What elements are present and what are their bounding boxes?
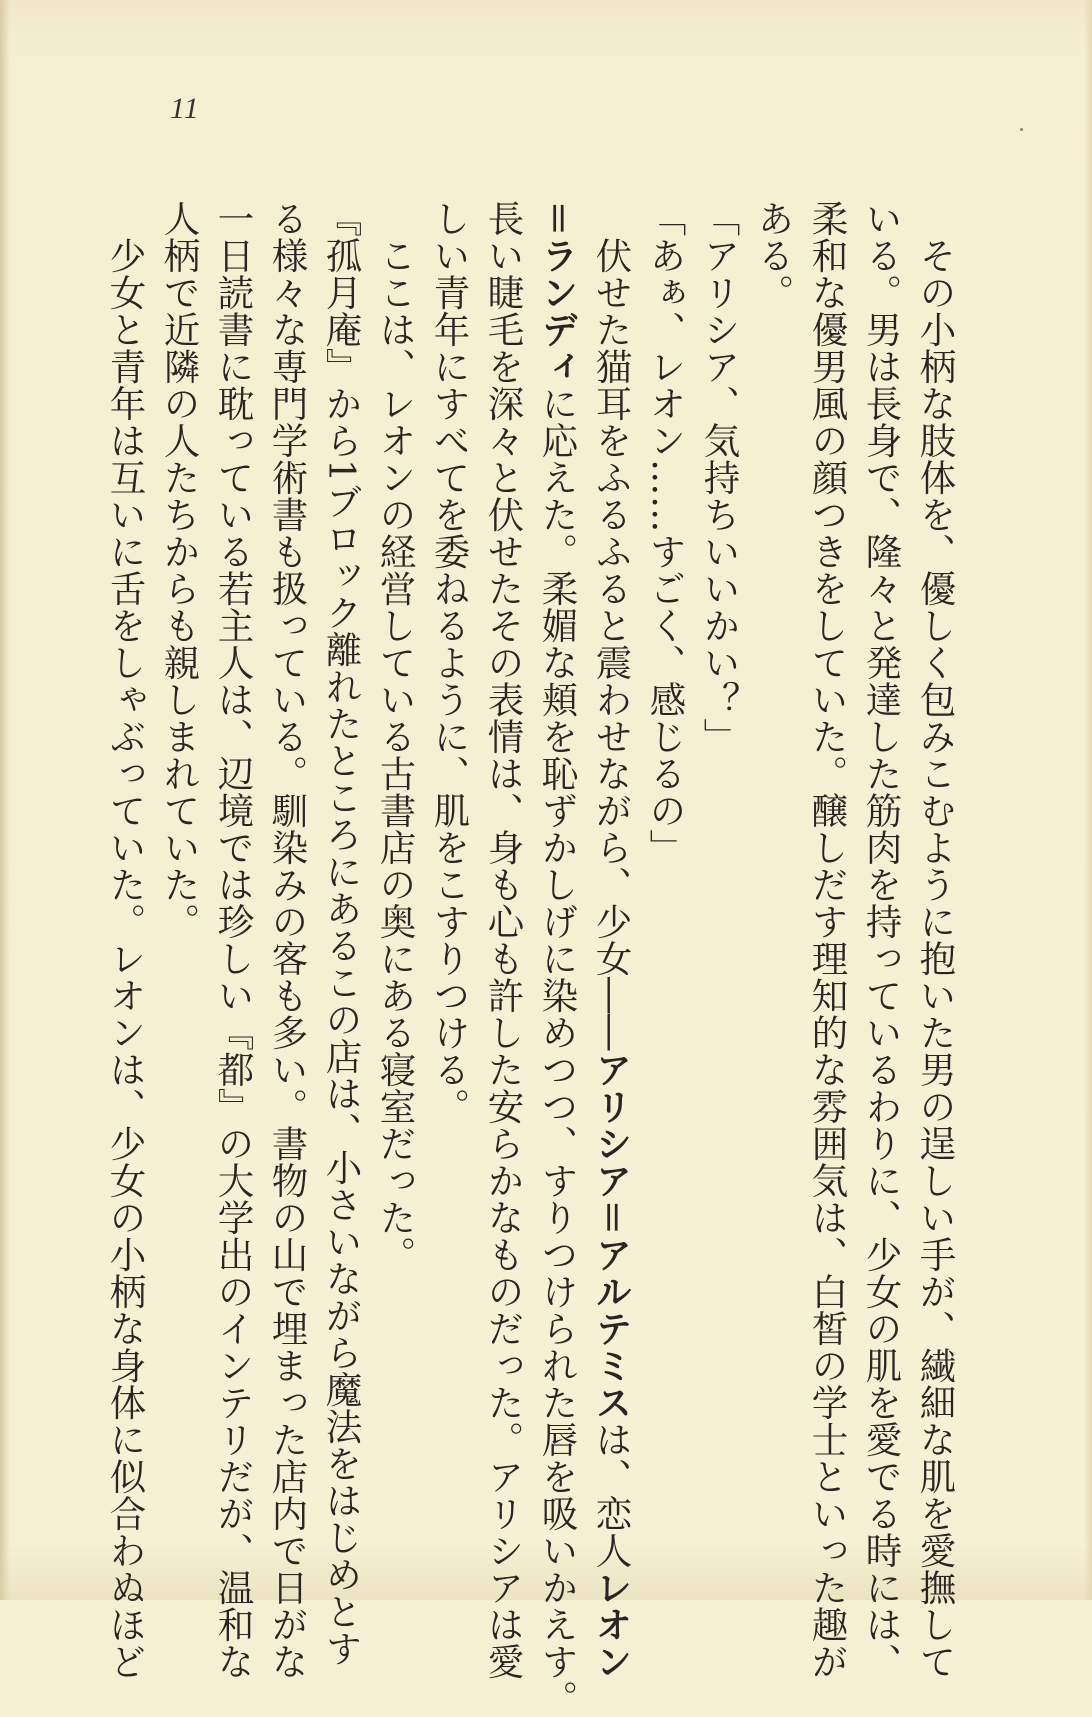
text-line: ここは、レオンの経営している古書店の奥にある寝室だった。 xyxy=(374,236,417,1273)
text-line: 柔和な優男風の顔つきをしていた。醸しだす理知的な雰囲気は、白皙の学士といった趣が xyxy=(806,200,849,1680)
text-line: 『孤月庵』から1ブロック離れたところにあるこの店は、小さいながら魔法をはじめとす xyxy=(320,200,363,1667)
text-line: る様々な専門学術書も扱っている。馴染みの客も多い。書物の山で埋まった店内で日がな xyxy=(266,200,309,1680)
vertical-text-body xyxy=(98,200,962,1717)
text-line-with-names xyxy=(530,200,584,1717)
character-surname-leon: ＝ランディ xyxy=(536,200,579,385)
dialogue-line: 「あぁ、レオン……すごく、感じるの」 xyxy=(644,200,687,866)
text-line-with-names xyxy=(584,200,638,1680)
text-line: ある。 xyxy=(752,200,795,311)
text-fragment: に応えた。柔媚な頬を恥ずかしげに染めつつ、すりつけられた唇を吸いかえす。 xyxy=(536,385,579,1717)
text-line: 人柄で近隣の人たちからも親しまれていた。 xyxy=(158,200,201,940)
character-name-leon: レオン xyxy=(590,1568,633,1680)
page-edge-shadow-right xyxy=(1084,0,1092,1600)
text-line: 少女と青年は互いに舌をしゃぶっていた。レオンは、少女の小柄な身体に似合わぬほど xyxy=(104,236,147,1680)
text-line: その小柄な肢体を、優しく包みこむように抱いた男の逞しい手が、繊細な肌を愛撫して xyxy=(914,236,957,1680)
paper-speck xyxy=(1020,128,1023,131)
text-fragment: は、恋人 xyxy=(590,1420,633,1569)
text-line: しい青年にすべてを委ねるように、肌をこすりつける。 xyxy=(428,200,471,1125)
dialogue-line: 「アリシア、気持ちいいかい？」 xyxy=(698,200,741,755)
text-line: 一日読書に耽っている若主人は、辺境では珍しい『都』の大学出のインテリだが、温和な xyxy=(212,200,255,1680)
character-name-alicia: アリシア＝アルテミス xyxy=(590,1050,633,1421)
page-edge-shadow-left xyxy=(0,0,10,1600)
text-line: 長い睫毛を深々と伏せたその表情は、身も心も許した安らかなものだった。アリシアは愛 xyxy=(482,200,525,1680)
text-line: いる。男は長身で、隆々と発達した筋肉を持っているわりに、少女の肌を愛でる時には、 xyxy=(860,200,903,1680)
page-number: 11 xyxy=(170,92,200,125)
text-fragment: 伏せた猫耳をふるふると震わせながら、少女―― xyxy=(590,236,633,1051)
